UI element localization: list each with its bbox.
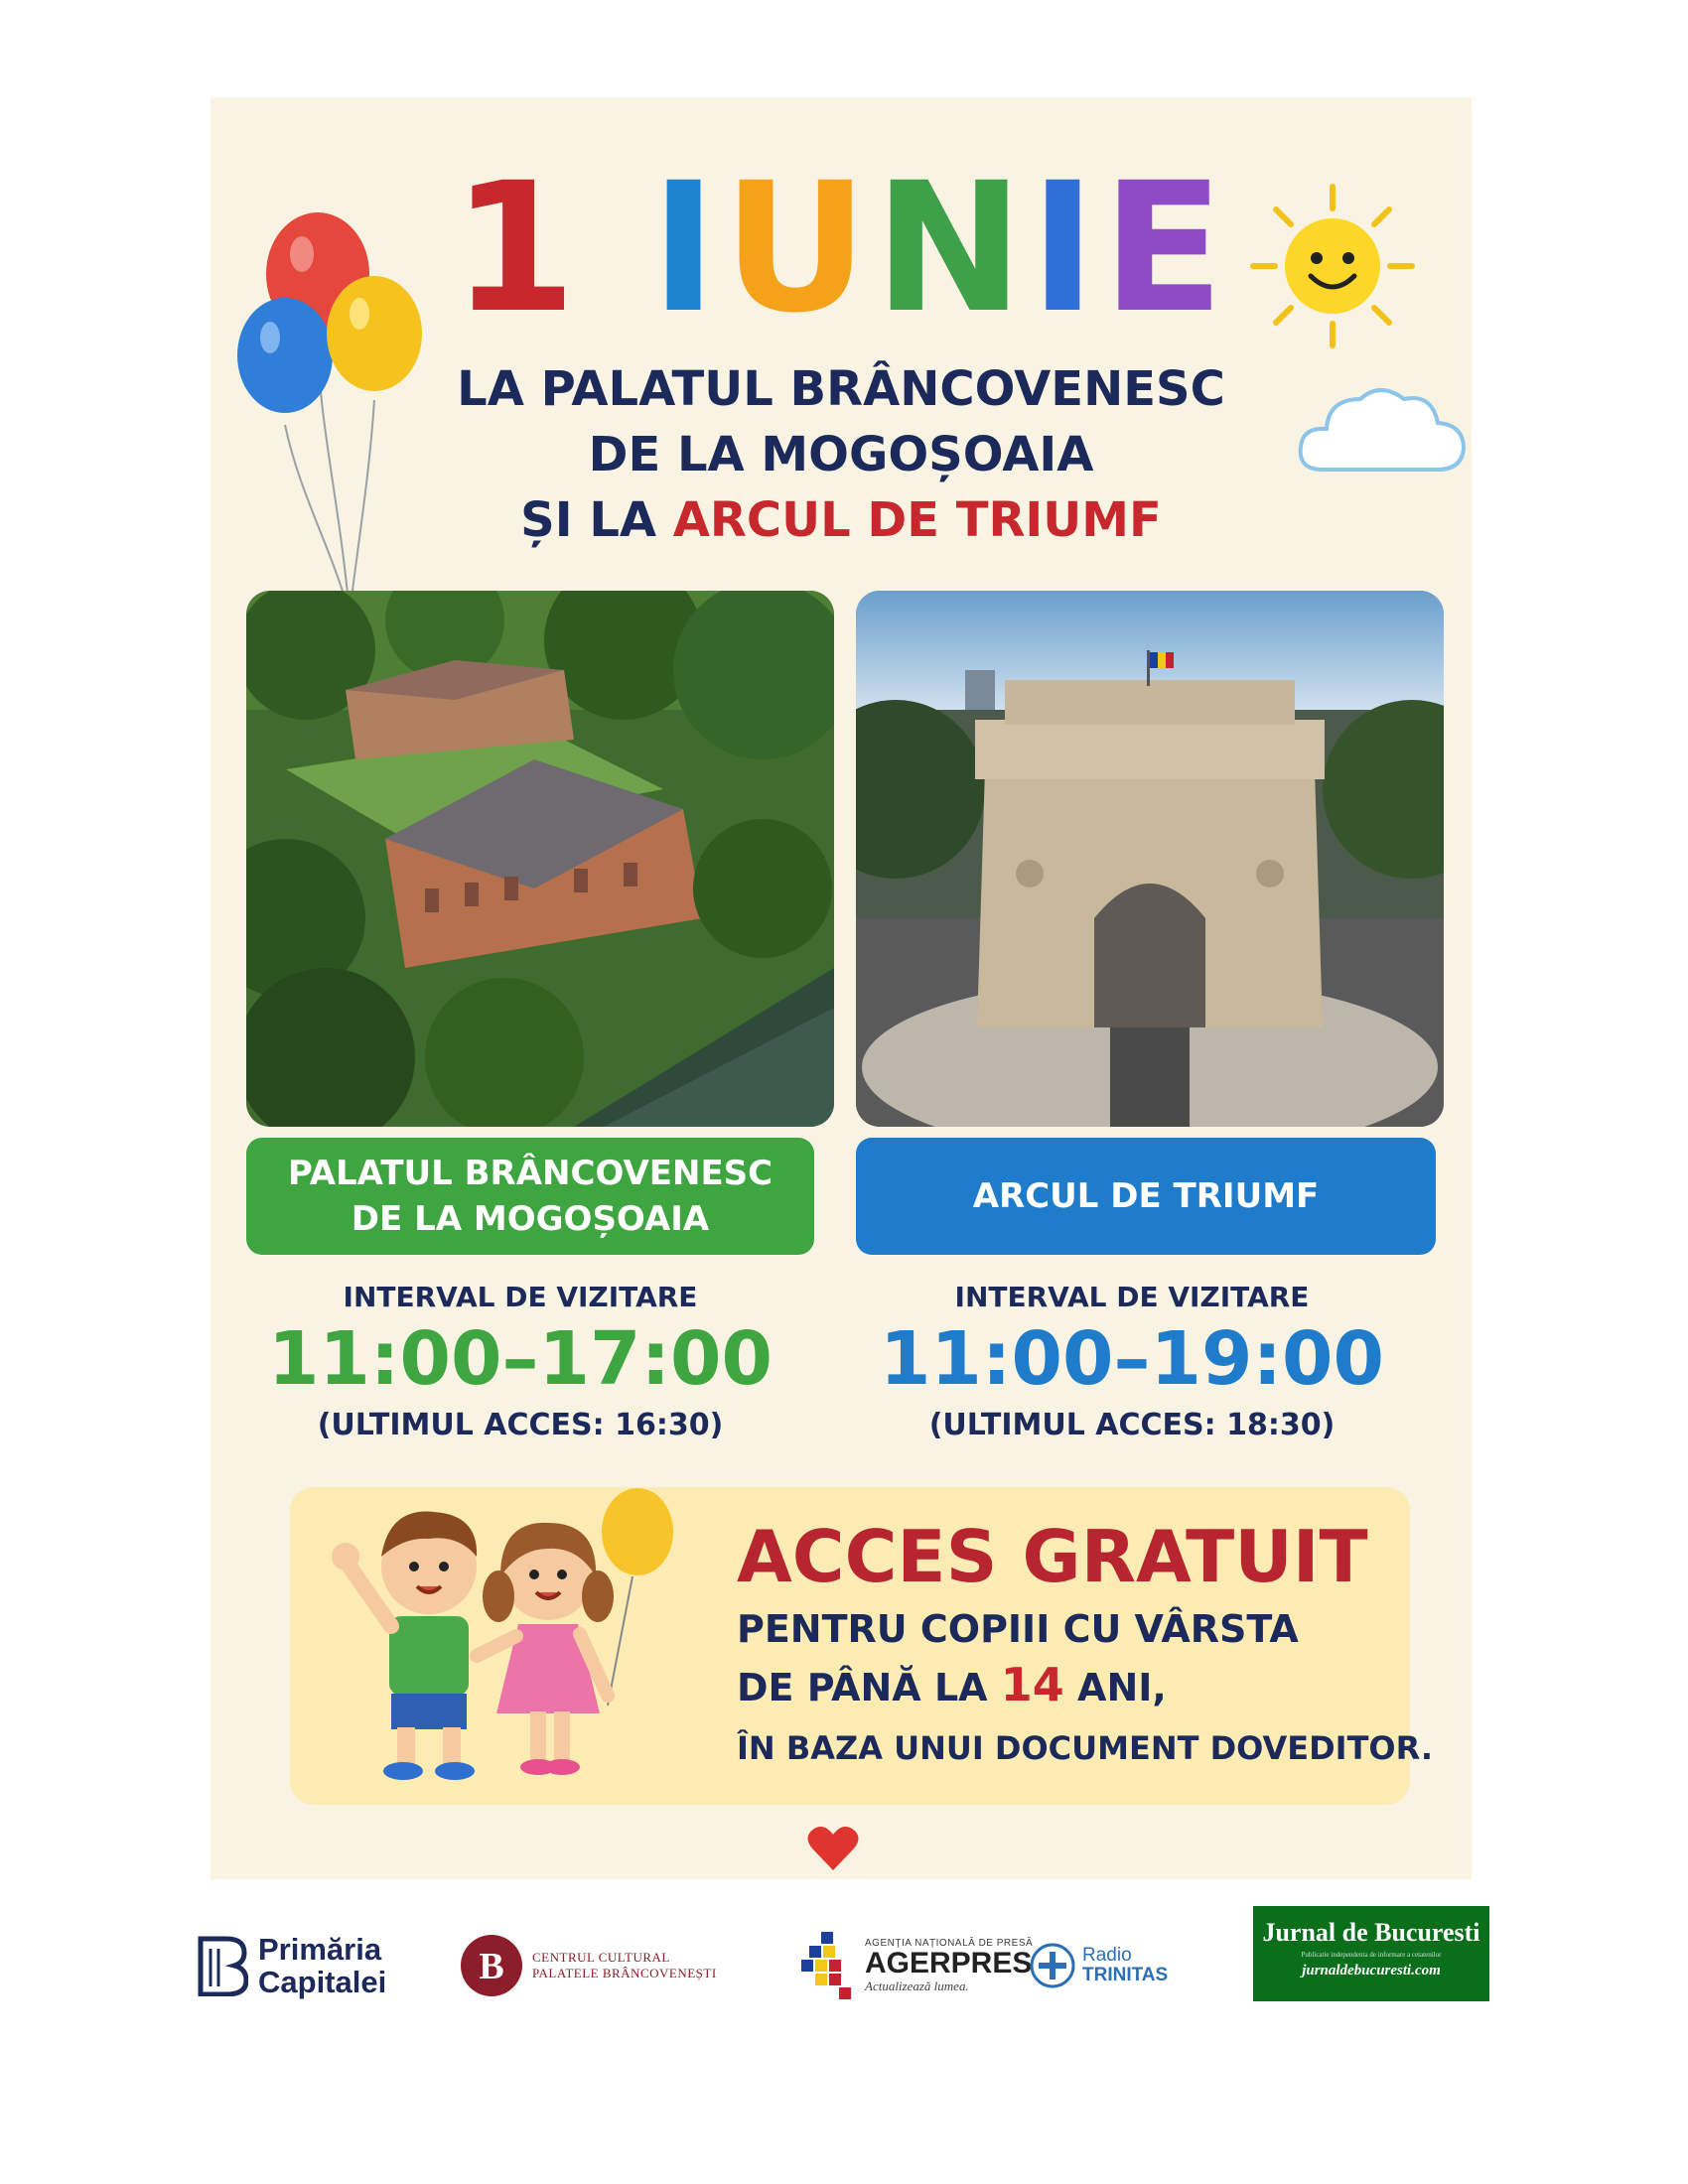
jurnal-subtitle: Publicatie independenta de informare a cetatenilor (1301, 1951, 1442, 1959)
palace-last-access: (ULTIMUL ACCES: 16:30) (317, 1408, 724, 1442)
free-access-line-2 (737, 1660, 1167, 1712)
free-access-heading: ACCES GRATUIT (737, 1515, 1368, 1598)
svg-text:B: B (479, 1946, 504, 1987)
arch-interval-time: 11:00–19:00 (879, 1316, 1385, 1402)
event-poster (211, 97, 1472, 1879)
free-access-line-3: ÎN BAZA UNUI DOCUMENT DOVEDITOR. (737, 1729, 1433, 1767)
jurnal-title: Jurnal de Bucuresti (1262, 1918, 1480, 1947)
title-1-iunie (211, 145, 1472, 352)
subtitle-line-2: DE LA MOGOȘOAIA (588, 427, 1094, 482)
title-char: N (874, 145, 1030, 352)
palace-name-box (246, 1138, 814, 1255)
jurnal-url: jurnaldebucuresti.com (1302, 1963, 1441, 1979)
subtitle-line-1: LA PALATUL BRÂNCOVENESC (457, 361, 1225, 417)
radio-trinitas-icon (1029, 1942, 1076, 1989)
palace-name-line-1: PALATUL BRÂNCOVENESC (287, 1154, 774, 1193)
centru-line-2: PALATELE BRÂNCOVENEȘTI (532, 1966, 717, 1980)
jurnal-de-bucuresti-logo (1253, 1906, 1489, 2001)
age-limit: 14 (1000, 1658, 1064, 1711)
centrul-cultural-logo (459, 1916, 717, 2015)
title-char: I (1029, 145, 1102, 352)
title-char: I (650, 145, 724, 352)
palace-name-line-2: DE LA MOGOȘOAIA (351, 1199, 710, 1239)
primaria-b-icon (197, 1935, 248, 1996)
palace-interval-label: INTERVAL DE VIZITARE (343, 1281, 698, 1313)
title-char: 1 (452, 145, 583, 352)
title-char: U (723, 145, 875, 352)
palace-photo (246, 591, 834, 1127)
arch-name-line-1: ARCUL DE TRIUMF (972, 1176, 1320, 1216)
agerpres-name: AGERPRES (865, 1946, 1033, 1979)
heart-icon (806, 1825, 860, 1872)
agerpres-small-text: AGENȚIA NAȚIONALĂ DE PRESĂ (865, 1937, 1034, 1949)
free-access-line-2-suffix: ANI, (1063, 1666, 1167, 1709)
free-access-line-2-prefix: DE PÂNĂ LA (737, 1666, 1001, 1709)
free-access-line-1: PENTRU COPIII CU VÂRSTA (737, 1607, 1299, 1651)
agerpres-tagline: Actualizează lumea. (865, 1978, 969, 1993)
title-char (582, 155, 650, 343)
palace-interval-time: 11:00–17:00 (267, 1316, 774, 1402)
arch-last-access: (ULTIMUL ACCES: 18:30) (928, 1408, 1336, 1442)
primaria-line-2: Capitalei (258, 1965, 387, 1999)
radio-line-2: TRINITAS (1082, 1965, 1169, 1985)
radio-trinitas-logo (1029, 1916, 1168, 2015)
subtitle-line-3-highlight: ARCUL DE TRIUMF (672, 492, 1162, 548)
children-illustration (310, 1457, 687, 1795)
agerpres-logo (799, 1916, 1033, 2015)
radio-line-1: Radio (1082, 1945, 1132, 1966)
primaria-capitalei-logo (197, 1916, 386, 2015)
centrul-cultural-icon (459, 1933, 524, 1998)
subtitle-line-3 (211, 488, 1472, 552)
agerpres-icon (799, 1930, 857, 2001)
title-char: E (1101, 145, 1230, 352)
centru-line-1: CENTRUL CULTURAL (532, 1950, 670, 1965)
arch-photo (856, 591, 1444, 1127)
subtitle-line-3-prefix: ȘI LA (520, 492, 673, 548)
primaria-line-1: Primăria (258, 1932, 382, 1967)
arch-name-box (856, 1138, 1436, 1255)
arch-interval-label: INTERVAL DE VIZITARE (954, 1281, 1310, 1313)
